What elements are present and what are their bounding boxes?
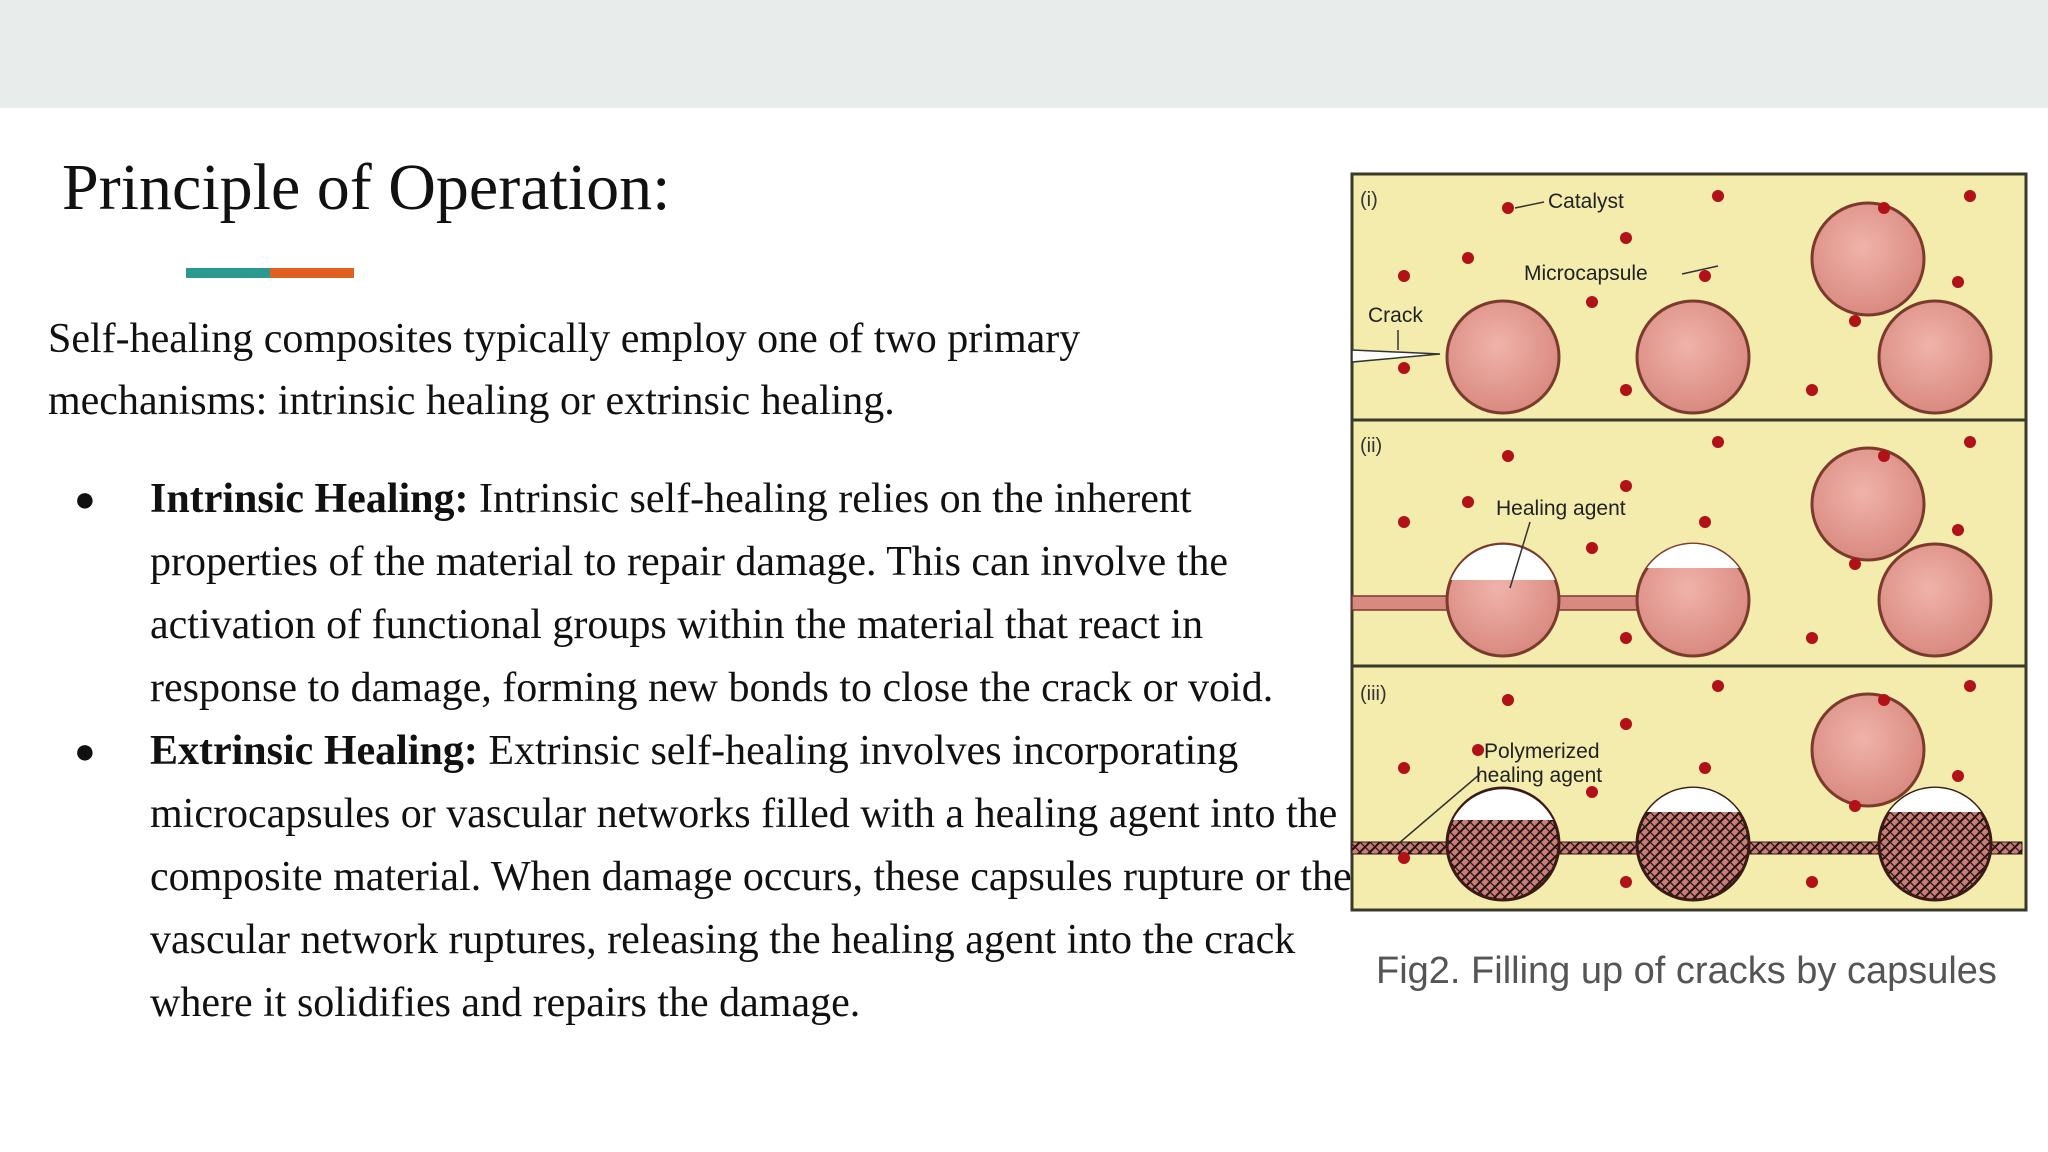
bullet-marker: ● bbox=[74, 479, 96, 519]
polymerized-label-line1: Polymerized bbox=[1484, 740, 1600, 763]
slide-title: Principle of Operation: bbox=[62, 151, 671, 224]
catalyst-label: Catalyst bbox=[1548, 190, 1624, 213]
bullet-text: Extrinsic self-healing involves incorporating microcapsules or vascular networks filled with a healing agent into the composite material. When damage occurs, these capsules rupture or the vascular network ruptures, releasing the healing agent into the crack where it solidifies and repairs the damage. bbox=[150, 728, 1352, 1026]
healing-agent-label: Healing agent bbox=[1496, 497, 1626, 520]
figure-panel-1 bbox=[1352, 174, 2026, 420]
bullet-text: Intrinsic self-healing relies on the inherent properties of the material to repair damage. This can involve the activation of functional groups within the material that react in response to damage, forming new bonds to close the crack or void. bbox=[150, 476, 1274, 711]
self-healing-figure bbox=[1350, 172, 2028, 912]
figure-panel-3 bbox=[1352, 666, 2026, 910]
microcapsule-label: Microcapsule bbox=[1524, 262, 1648, 285]
figure-caption: Fig2. Filling up of cracks by capsules bbox=[1376, 950, 1997, 992]
bullet-extrinsic bbox=[0, 720, 1360, 1035]
panel-label-ii: (ii) bbox=[1360, 435, 1383, 457]
panel-label-iii: (iii) bbox=[1360, 683, 1387, 705]
slide-top-band bbox=[0, 0, 2048, 108]
bullet-marker: ● bbox=[74, 731, 96, 771]
microcapsule bbox=[1879, 301, 1991, 413]
title-accent-orange bbox=[270, 268, 354, 278]
title-accent-teal bbox=[186, 268, 270, 278]
microcapsule bbox=[1637, 301, 1749, 413]
polymerized-label-line2: healing agent bbox=[1476, 764, 1603, 787]
crack-label: Crack bbox=[1368, 304, 1423, 327]
bullet-intrinsic bbox=[0, 468, 1360, 720]
microcapsule bbox=[1812, 203, 1924, 315]
bullet-list bbox=[0, 468, 1360, 1035]
panel-label-i: (i) bbox=[1360, 189, 1378, 211]
figure-panel-2 bbox=[1352, 420, 2026, 666]
bullet-heading: Extrinsic Healing: bbox=[150, 728, 478, 774]
microcapsule bbox=[1447, 301, 1559, 413]
intro-paragraph: Self-healing composites typically employ one of two primary mechanisms: intrinsic healing or extrinsic healing. bbox=[48, 316, 1081, 424]
bullet-heading: Intrinsic Healing: bbox=[150, 476, 469, 522]
